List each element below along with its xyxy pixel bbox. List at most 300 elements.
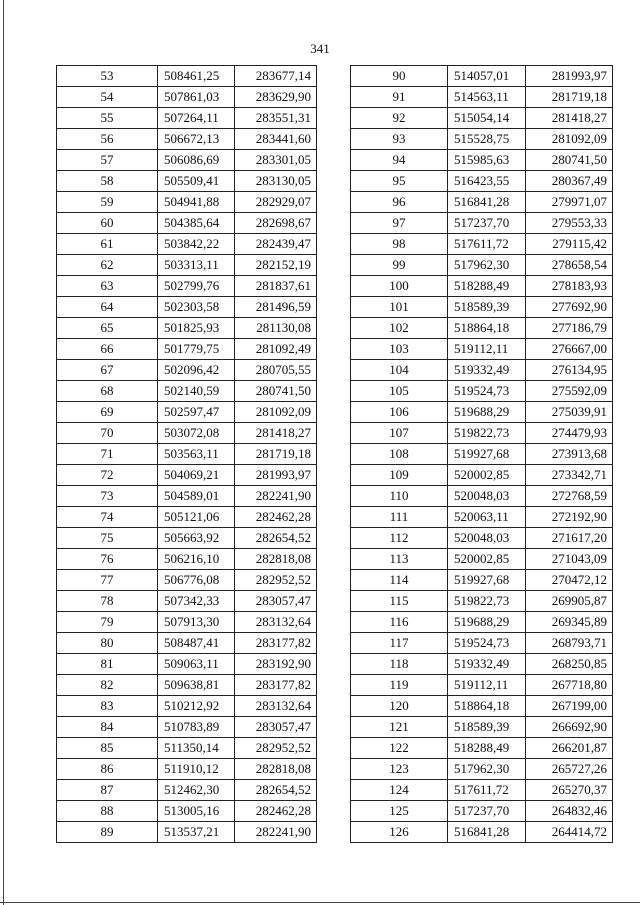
table-row	[351, 486, 613, 507]
point-number-cell: 82	[57, 675, 158, 696]
table-row	[351, 255, 613, 276]
y-coordinate-cell: 283057,47	[235, 591, 317, 612]
point-number-cell: 108	[351, 444, 448, 465]
table-row	[351, 87, 613, 108]
x-coordinate-cell: 511350,14	[158, 738, 235, 759]
y-coordinate-cell: 280367,49	[526, 171, 613, 192]
y-coordinate-cell: 272192,90	[526, 507, 613, 528]
table-row	[351, 822, 613, 843]
point-number-cell: 96	[351, 192, 448, 213]
point-number-cell: 93	[351, 129, 448, 150]
table-row	[57, 129, 317, 150]
table-row	[351, 234, 613, 255]
y-coordinate-cell: 266201,87	[526, 738, 613, 759]
point-number-cell: 63	[57, 276, 158, 297]
point-number-cell: 125	[351, 801, 448, 822]
y-coordinate-cell: 278183,93	[526, 276, 613, 297]
point-number-cell: 110	[351, 486, 448, 507]
point-number-cell: 69	[57, 402, 158, 423]
y-coordinate-cell: 271617,20	[526, 528, 613, 549]
table-row	[351, 108, 613, 129]
point-number-cell: 64	[57, 297, 158, 318]
point-number-cell: 95	[351, 171, 448, 192]
point-number-cell: 118	[351, 654, 448, 675]
point-number-cell: 106	[351, 402, 448, 423]
table-row	[351, 675, 613, 696]
x-coordinate-cell: 514563,11	[448, 87, 526, 108]
x-coordinate-cell: 517962,30	[448, 759, 526, 780]
table-row	[351, 213, 613, 234]
point-number-cell: 70	[57, 423, 158, 444]
table-row	[351, 528, 613, 549]
x-coordinate-cell: 509063,11	[158, 654, 235, 675]
x-coordinate-cell: 517237,70	[448, 213, 526, 234]
y-coordinate-cell: 277692,90	[526, 297, 613, 318]
table-row	[57, 633, 317, 654]
x-coordinate-cell: 519332,49	[448, 360, 526, 381]
point-number-cell: 73	[57, 486, 158, 507]
point-number-cell: 77	[57, 570, 158, 591]
point-number-cell: 99	[351, 255, 448, 276]
y-coordinate-cell: 282952,52	[235, 738, 317, 759]
point-number-cell: 107	[351, 423, 448, 444]
y-coordinate-cell: 281719,18	[235, 444, 317, 465]
table-row	[57, 339, 317, 360]
y-coordinate-cell: 274479,93	[526, 423, 613, 444]
table-row	[351, 129, 613, 150]
y-coordinate-cell: 265727,26	[526, 759, 613, 780]
table-row	[351, 465, 613, 486]
y-coordinate-cell: 269905,87	[526, 591, 613, 612]
table-row	[57, 360, 317, 381]
x-coordinate-cell: 507342,33	[158, 591, 235, 612]
point-number-cell: 92	[351, 108, 448, 129]
x-coordinate-cell: 507913,30	[158, 612, 235, 633]
x-coordinate-cell: 514057,01	[448, 66, 526, 87]
point-number-cell: 75	[57, 528, 158, 549]
x-coordinate-cell: 502799,76	[158, 276, 235, 297]
table-row	[57, 822, 317, 843]
table-row	[57, 717, 317, 738]
y-coordinate-cell: 283177,82	[235, 675, 317, 696]
point-number-cell: 78	[57, 591, 158, 612]
table-row	[57, 801, 317, 822]
point-number-cell: 53	[57, 66, 158, 87]
table-row	[57, 528, 317, 549]
point-number-cell: 57	[57, 150, 158, 171]
y-coordinate-cell: 283057,47	[235, 717, 317, 738]
table-row	[351, 507, 613, 528]
x-coordinate-cell: 510212,92	[158, 696, 235, 717]
x-coordinate-cell: 515985,63	[448, 150, 526, 171]
x-coordinate-cell: 507861,03	[158, 87, 235, 108]
point-number-cell: 61	[57, 234, 158, 255]
x-coordinate-cell: 508461,25	[158, 66, 235, 87]
x-coordinate-cell: 516423,55	[448, 171, 526, 192]
y-coordinate-cell: 282818,08	[235, 549, 317, 570]
point-number-cell: 79	[57, 612, 158, 633]
table-row	[351, 549, 613, 570]
x-coordinate-cell: 509638,81	[158, 675, 235, 696]
x-coordinate-cell: 518589,39	[448, 297, 526, 318]
point-number-cell: 109	[351, 465, 448, 486]
table-row	[351, 171, 613, 192]
table-row	[351, 801, 613, 822]
table-row	[351, 654, 613, 675]
y-coordinate-cell: 280741,50	[235, 381, 317, 402]
table-row	[351, 591, 613, 612]
point-number-cell: 105	[351, 381, 448, 402]
y-coordinate-cell: 278658,54	[526, 255, 613, 276]
point-number-cell: 59	[57, 192, 158, 213]
y-coordinate-cell: 276134,95	[526, 360, 613, 381]
y-coordinate-cell: 279115,42	[526, 234, 613, 255]
table-row	[351, 717, 613, 738]
y-coordinate-cell: 283192,90	[235, 654, 317, 675]
table-row	[351, 297, 613, 318]
page-number: 341	[310, 41, 330, 56]
table-row	[351, 423, 613, 444]
x-coordinate-cell: 515054,14	[448, 108, 526, 129]
y-coordinate-cell: 281130,08	[235, 318, 317, 339]
y-coordinate-cell: 265270,37	[526, 780, 613, 801]
y-coordinate-cell: 282439,47	[235, 234, 317, 255]
x-coordinate-cell: 519688,29	[448, 402, 526, 423]
y-coordinate-cell: 282152,19	[235, 255, 317, 276]
x-coordinate-cell: 516841,28	[448, 192, 526, 213]
table-row	[57, 444, 317, 465]
table-row	[57, 696, 317, 717]
point-number-cell: 91	[351, 87, 448, 108]
y-coordinate-cell: 272768,59	[526, 486, 613, 507]
table-row	[57, 381, 317, 402]
table-row	[57, 402, 317, 423]
table-row	[57, 108, 317, 129]
table-row	[351, 612, 613, 633]
y-coordinate-cell: 283441,60	[235, 129, 317, 150]
point-number-cell: 81	[57, 654, 158, 675]
table-row	[57, 591, 317, 612]
y-coordinate-cell: 283301,05	[235, 150, 317, 171]
table-row	[57, 486, 317, 507]
table-row	[57, 171, 317, 192]
point-number-cell: 94	[351, 150, 448, 171]
table-row	[351, 738, 613, 759]
table-row	[57, 507, 317, 528]
x-coordinate-cell: 513537,21	[158, 822, 235, 843]
y-coordinate-cell: 282698,67	[235, 213, 317, 234]
table-row	[351, 192, 613, 213]
y-coordinate-cell: 283177,82	[235, 633, 317, 654]
point-number-cell: 62	[57, 255, 158, 276]
point-number-cell: 71	[57, 444, 158, 465]
point-number-cell: 72	[57, 465, 158, 486]
y-coordinate-cell: 283677,14	[235, 66, 317, 87]
y-coordinate-cell: 270472,12	[526, 570, 613, 591]
point-number-cell: 67	[57, 360, 158, 381]
y-coordinate-cell: 282654,52	[235, 780, 317, 801]
y-coordinate-cell: 268793,71	[526, 633, 613, 654]
point-number-cell: 102	[351, 318, 448, 339]
y-coordinate-cell: 282929,07	[235, 192, 317, 213]
point-number-cell: 103	[351, 339, 448, 360]
y-coordinate-cell: 273342,71	[526, 465, 613, 486]
table-row	[57, 654, 317, 675]
x-coordinate-cell: 517237,70	[448, 801, 526, 822]
table-row	[57, 192, 317, 213]
table-row	[57, 66, 317, 87]
table-row	[351, 360, 613, 381]
y-coordinate-cell: 281993,97	[526, 66, 613, 87]
point-number-cell: 116	[351, 612, 448, 633]
y-coordinate-cell: 280705,55	[235, 360, 317, 381]
y-coordinate-cell: 282241,90	[235, 486, 317, 507]
table-row	[351, 780, 613, 801]
table-row	[57, 276, 317, 297]
y-coordinate-cell: 282462,28	[235, 507, 317, 528]
y-coordinate-cell: 283551,31	[235, 108, 317, 129]
x-coordinate-cell: 519822,73	[448, 591, 526, 612]
x-coordinate-cell: 513005,16	[158, 801, 235, 822]
y-coordinate-cell: 281092,09	[235, 402, 317, 423]
x-coordinate-cell: 520048,03	[448, 486, 526, 507]
table-row	[351, 759, 613, 780]
y-coordinate-cell: 266692,90	[526, 717, 613, 738]
y-coordinate-cell: 280741,50	[526, 150, 613, 171]
y-coordinate-cell: 281719,18	[526, 87, 613, 108]
point-number-cell: 55	[57, 108, 158, 129]
point-number-cell: 86	[57, 759, 158, 780]
table-row	[57, 87, 317, 108]
x-coordinate-cell: 506086,69	[158, 150, 235, 171]
x-coordinate-cell: 519524,73	[448, 633, 526, 654]
point-number-cell: 104	[351, 360, 448, 381]
table-row	[57, 759, 317, 780]
x-coordinate-cell: 507264,11	[158, 108, 235, 129]
point-number-cell: 68	[57, 381, 158, 402]
y-coordinate-cell: 283132,64	[235, 612, 317, 633]
point-number-cell: 100	[351, 276, 448, 297]
point-number-cell: 87	[57, 780, 158, 801]
y-coordinate-cell: 267199,00	[526, 696, 613, 717]
y-coordinate-cell: 273913,68	[526, 444, 613, 465]
table-row	[57, 549, 317, 570]
table-row	[351, 66, 613, 87]
y-coordinate-cell: 283132,64	[235, 696, 317, 717]
y-coordinate-cell: 275039,91	[526, 402, 613, 423]
x-coordinate-cell: 504069,21	[158, 465, 235, 486]
page-bottom-edge	[0, 902, 640, 903]
table-row	[57, 738, 317, 759]
y-coordinate-cell: 281418,27	[235, 423, 317, 444]
table-row	[57, 570, 317, 591]
point-number-cell: 114	[351, 570, 448, 591]
y-coordinate-cell: 283130,05	[235, 171, 317, 192]
point-number-cell: 90	[351, 66, 448, 87]
point-number-cell: 85	[57, 738, 158, 759]
x-coordinate-cell: 505663,92	[158, 528, 235, 549]
y-coordinate-cell: 264414,72	[526, 822, 613, 843]
x-coordinate-cell: 520002,85	[448, 465, 526, 486]
point-number-cell: 97	[351, 213, 448, 234]
x-coordinate-cell: 519927,68	[448, 570, 526, 591]
y-coordinate-cell: 281418,27	[526, 108, 613, 129]
y-coordinate-cell: 268250,85	[526, 654, 613, 675]
x-coordinate-cell: 515528,75	[448, 129, 526, 150]
table-row	[351, 696, 613, 717]
point-number-cell: 122	[351, 738, 448, 759]
y-coordinate-cell: 267718,80	[526, 675, 613, 696]
x-coordinate-cell: 504589,01	[158, 486, 235, 507]
x-coordinate-cell: 516841,28	[448, 822, 526, 843]
y-coordinate-cell: 271043,09	[526, 549, 613, 570]
x-coordinate-cell: 508487,41	[158, 633, 235, 654]
y-coordinate-cell: 269345,89	[526, 612, 613, 633]
x-coordinate-cell: 519927,68	[448, 444, 526, 465]
point-number-cell: 74	[57, 507, 158, 528]
point-number-cell: 120	[351, 696, 448, 717]
y-coordinate-cell: 281993,97	[235, 465, 317, 486]
x-coordinate-cell: 518288,49	[448, 738, 526, 759]
point-number-cell: 56	[57, 129, 158, 150]
x-coordinate-cell: 519688,29	[448, 612, 526, 633]
point-number-cell: 124	[351, 780, 448, 801]
x-coordinate-cell: 519332,49	[448, 654, 526, 675]
x-coordinate-cell: 510783,89	[158, 717, 235, 738]
x-coordinate-cell: 501779,75	[158, 339, 235, 360]
x-coordinate-cell: 506216,10	[158, 549, 235, 570]
x-coordinate-cell: 502140,59	[158, 381, 235, 402]
y-coordinate-cell: 276667,00	[526, 339, 613, 360]
point-number-cell: 98	[351, 234, 448, 255]
table-row	[57, 213, 317, 234]
x-coordinate-cell: 504385,64	[158, 213, 235, 234]
point-number-cell: 111	[351, 507, 448, 528]
x-coordinate-cell: 503072,08	[158, 423, 235, 444]
y-coordinate-cell: 279971,07	[526, 192, 613, 213]
point-number-cell: 80	[57, 633, 158, 654]
table-row	[351, 402, 613, 423]
table-row	[57, 780, 317, 801]
x-coordinate-cell: 519524,73	[448, 381, 526, 402]
point-number-cell: 117	[351, 633, 448, 654]
point-number-cell: 101	[351, 297, 448, 318]
table-row	[351, 570, 613, 591]
coordinates-table-right	[350, 65, 613, 843]
point-number-cell: 88	[57, 801, 158, 822]
x-coordinate-cell: 511910,12	[158, 759, 235, 780]
x-coordinate-cell: 518864,18	[448, 318, 526, 339]
table-row	[351, 444, 613, 465]
x-coordinate-cell: 501825,93	[158, 318, 235, 339]
y-coordinate-cell: 277186,79	[526, 318, 613, 339]
x-coordinate-cell: 506776,08	[158, 570, 235, 591]
x-coordinate-cell: 517611,72	[448, 234, 526, 255]
point-number-cell: 60	[57, 213, 158, 234]
point-number-cell: 65	[57, 318, 158, 339]
table-row	[57, 423, 317, 444]
point-number-cell: 121	[351, 717, 448, 738]
x-coordinate-cell: 519112,11	[448, 675, 526, 696]
point-number-cell: 66	[57, 339, 158, 360]
x-coordinate-cell: 505121,06	[158, 507, 235, 528]
point-number-cell: 115	[351, 591, 448, 612]
y-coordinate-cell: 279553,33	[526, 213, 613, 234]
table-row	[351, 318, 613, 339]
point-number-cell: 84	[57, 717, 158, 738]
x-coordinate-cell: 519822,73	[448, 423, 526, 444]
point-number-cell: 112	[351, 528, 448, 549]
point-number-cell: 89	[57, 822, 158, 843]
x-coordinate-cell: 520048,03	[448, 528, 526, 549]
x-coordinate-cell: 505509,41	[158, 171, 235, 192]
point-number-cell: 123	[351, 759, 448, 780]
point-number-cell: 119	[351, 675, 448, 696]
point-number-cell: 58	[57, 171, 158, 192]
y-coordinate-cell: 281092,49	[235, 339, 317, 360]
x-coordinate-cell: 520063,11	[448, 507, 526, 528]
y-coordinate-cell: 282952,52	[235, 570, 317, 591]
coordinates-table-left	[56, 65, 317, 843]
table-row	[351, 276, 613, 297]
x-coordinate-cell: 517962,30	[448, 255, 526, 276]
x-coordinate-cell: 512462,30	[158, 780, 235, 801]
point-number-cell: 83	[57, 696, 158, 717]
page-left-edge	[3, 0, 4, 905]
y-coordinate-cell: 282818,08	[235, 759, 317, 780]
x-coordinate-cell: 503313,11	[158, 255, 235, 276]
x-coordinate-cell: 502096,42	[158, 360, 235, 381]
y-coordinate-cell: 282241,90	[235, 822, 317, 843]
x-coordinate-cell: 518288,49	[448, 276, 526, 297]
x-coordinate-cell: 506672,13	[158, 129, 235, 150]
table-row	[351, 339, 613, 360]
table-row	[351, 633, 613, 654]
y-coordinate-cell: 281837,61	[235, 276, 317, 297]
x-coordinate-cell: 503563,11	[158, 444, 235, 465]
table-row	[57, 675, 317, 696]
y-coordinate-cell: 275592,09	[526, 381, 613, 402]
x-coordinate-cell: 520002,85	[448, 549, 526, 570]
y-coordinate-cell: 282462,28	[235, 801, 317, 822]
y-coordinate-cell: 264832,46	[526, 801, 613, 822]
y-coordinate-cell: 281496,59	[235, 297, 317, 318]
point-number-cell: 76	[57, 549, 158, 570]
table-row	[57, 150, 317, 171]
point-number-cell: 54	[57, 87, 158, 108]
table-row	[57, 297, 317, 318]
table-row	[351, 150, 613, 171]
y-coordinate-cell: 283629,90	[235, 87, 317, 108]
x-coordinate-cell: 519112,11	[448, 339, 526, 360]
table-row	[57, 255, 317, 276]
table-row	[57, 234, 317, 255]
table-row	[57, 465, 317, 486]
x-coordinate-cell: 518864,18	[448, 696, 526, 717]
x-coordinate-cell: 502303,58	[158, 297, 235, 318]
table-row	[57, 612, 317, 633]
table-row	[57, 318, 317, 339]
point-number-cell: 113	[351, 549, 448, 570]
x-coordinate-cell: 518589,39	[448, 717, 526, 738]
y-coordinate-cell: 281092,09	[526, 129, 613, 150]
point-number-cell: 126	[351, 822, 448, 843]
x-coordinate-cell: 502597,47	[158, 402, 235, 423]
y-coordinate-cell: 282654,52	[235, 528, 317, 549]
x-coordinate-cell: 503842,22	[158, 234, 235, 255]
table-row	[351, 381, 613, 402]
x-coordinate-cell: 504941,88	[158, 192, 235, 213]
